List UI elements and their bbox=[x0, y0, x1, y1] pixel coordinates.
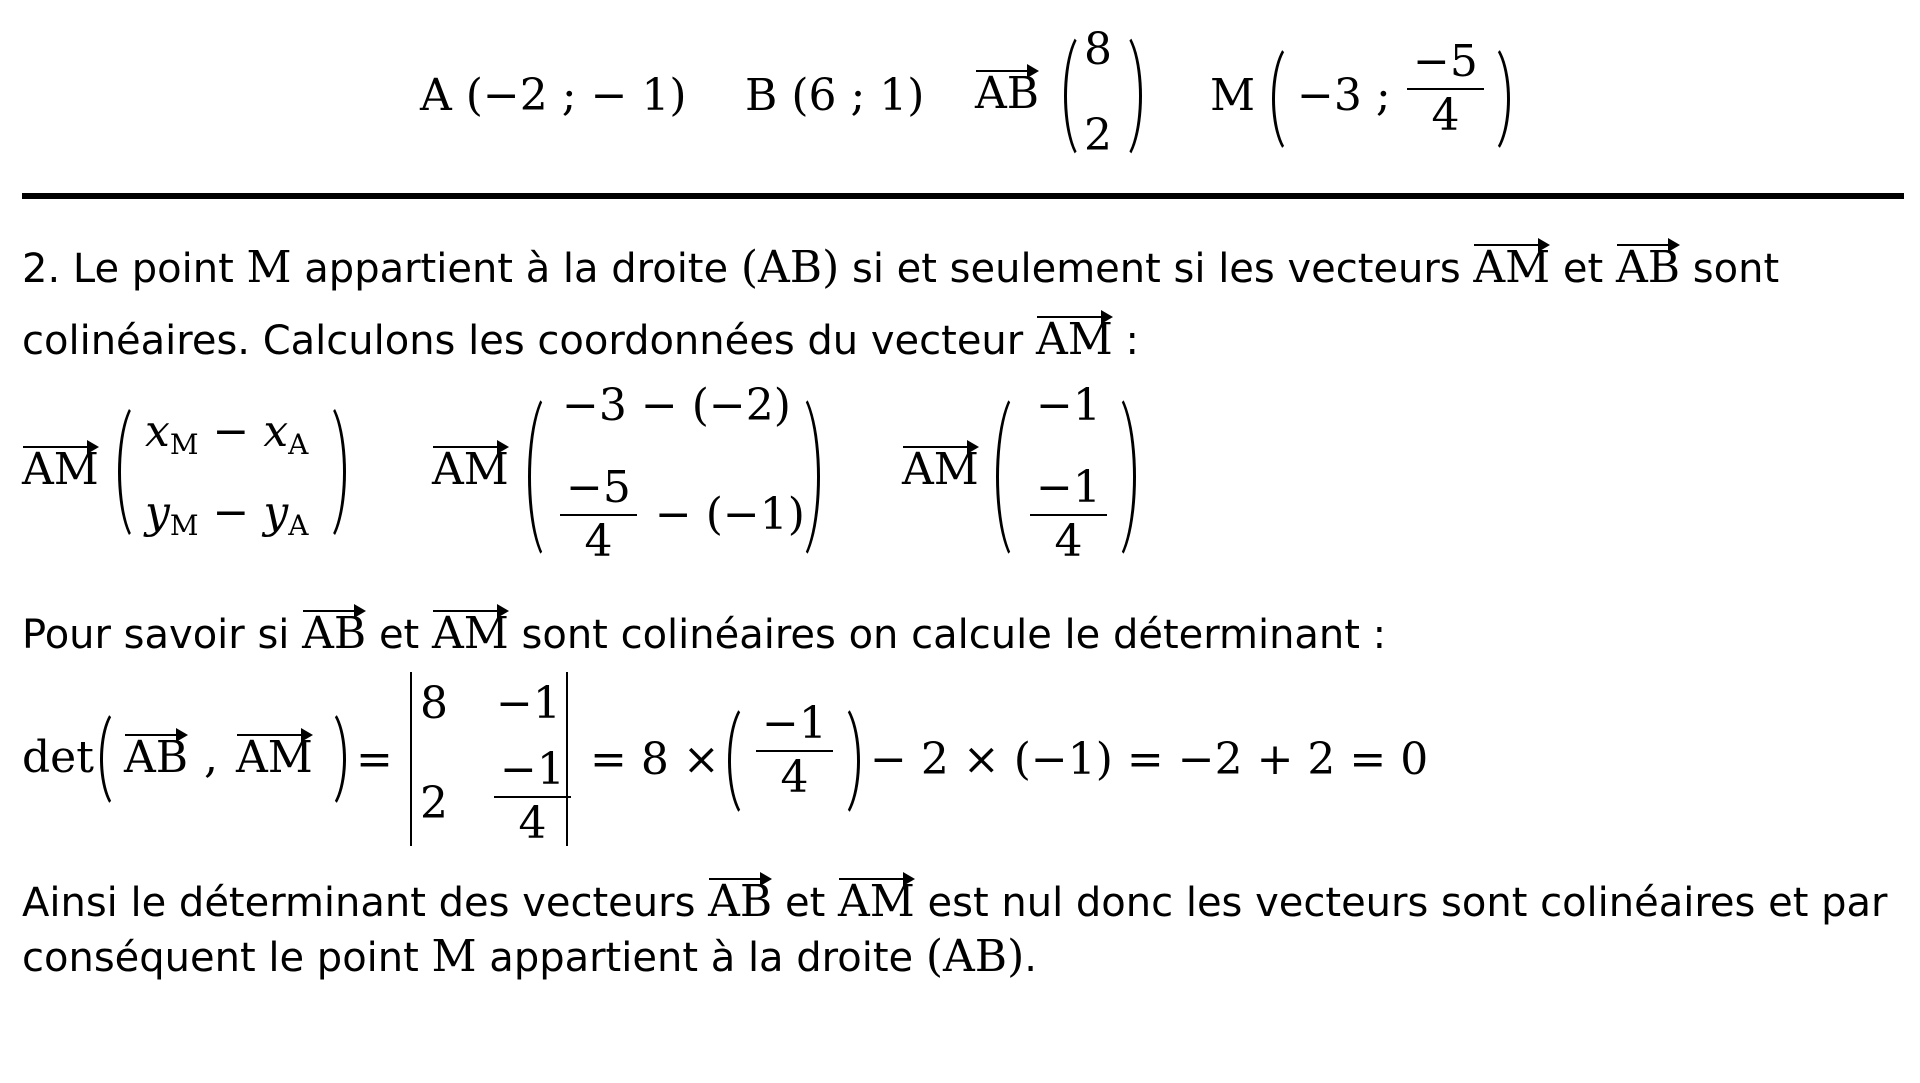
right-paren bbox=[304, 706, 346, 812]
fraction: $\frac{-1}{4}$ bbox=[1030, 466, 1107, 564]
am-subst-x: −3 − (−2) bbox=[562, 380, 791, 431]
ab-y: 2 bbox=[1084, 110, 1112, 161]
right-paren bbox=[1096, 28, 1142, 164]
det-vector-am: AM bbox=[236, 732, 313, 783]
point-m-label: M bbox=[1210, 70, 1256, 121]
det-comma: , bbox=[204, 732, 218, 783]
right-paren bbox=[770, 388, 820, 566]
vector-am: AM bbox=[431, 608, 509, 659]
det-bar-right bbox=[566, 672, 568, 846]
fraction: $\frac{-5}{4}$ bbox=[560, 466, 637, 564]
vector-am: AM bbox=[1473, 242, 1551, 293]
horizontal-rule bbox=[22, 193, 1904, 199]
ab-x: 8 bbox=[1084, 24, 1112, 75]
vector-ab: AB bbox=[1615, 242, 1681, 293]
point-b: B (6 ; 1) bbox=[745, 70, 925, 121]
paragraph-3: Pour savoir si AB et AM sont colinéaires on calcule le déterminant : bbox=[22, 608, 1387, 659]
vector-ab-label: AB bbox=[975, 68, 1040, 119]
am-formula-y: $y_M - y_A$ bbox=[145, 487, 309, 542]
vector-ab: AB bbox=[302, 608, 367, 659]
am-formula-coords bbox=[145, 406, 309, 542]
paragraph-2: colinéaires. Calculons les coordonnées du vecteur AM : bbox=[22, 314, 1139, 365]
am-result-x: −1 bbox=[1036, 380, 1101, 431]
det-a12: −1 bbox=[496, 678, 561, 729]
am-result-label: AM bbox=[902, 444, 979, 495]
paragraph-4: Ainsi le déterminant des vecteurs AB et AM est nul donc les vecteurs sont colinéaires et par bbox=[22, 876, 1888, 927]
am-subst-label: AM bbox=[432, 444, 509, 495]
right-paren bbox=[1464, 40, 1510, 158]
vector-am: AM bbox=[1035, 314, 1113, 365]
right-paren bbox=[814, 700, 860, 822]
right-paren bbox=[300, 398, 346, 546]
vector-am: AM bbox=[837, 876, 915, 927]
vector-ab: AB bbox=[708, 876, 773, 927]
point-m-x: −3 ; bbox=[1297, 70, 1391, 121]
det-rest: − 2 × (−1) = −2 + 2 = 0 bbox=[870, 734, 1429, 785]
paragraph-1: 2. Le point M appartient à la droite (AB) si et seulement si les vecteurs AM et AB sont bbox=[22, 242, 1780, 293]
det-a22 bbox=[490, 744, 575, 849]
am-subst-y: $\frac{-5}{4}$ − (−1) bbox=[556, 466, 805, 564]
det-vector-ab: AB bbox=[124, 732, 189, 783]
fraction: $\frac{-5}{4}$ bbox=[1407, 40, 1484, 138]
fraction: $\frac{-1}{4}$ bbox=[756, 702, 833, 800]
paragraph-5: conséquent le point M appartient à la droite (AB). bbox=[22, 931, 1038, 982]
det-eq2: = 8 × bbox=[590, 734, 720, 785]
am-formula-label: AM bbox=[22, 444, 99, 495]
det-bar-left bbox=[410, 672, 412, 846]
det-equals: = bbox=[356, 734, 393, 785]
right-paren bbox=[1086, 388, 1136, 566]
fraction: $\frac{-1}{4}$ bbox=[494, 748, 571, 846]
det-a11: 8 bbox=[420, 678, 448, 729]
det-label: det bbox=[22, 732, 94, 783]
am-formula-x: $x_M - x_A$ bbox=[145, 406, 309, 461]
det-a21: 2 bbox=[420, 778, 448, 829]
point-a: A (−2 ; − 1) bbox=[420, 70, 687, 121]
